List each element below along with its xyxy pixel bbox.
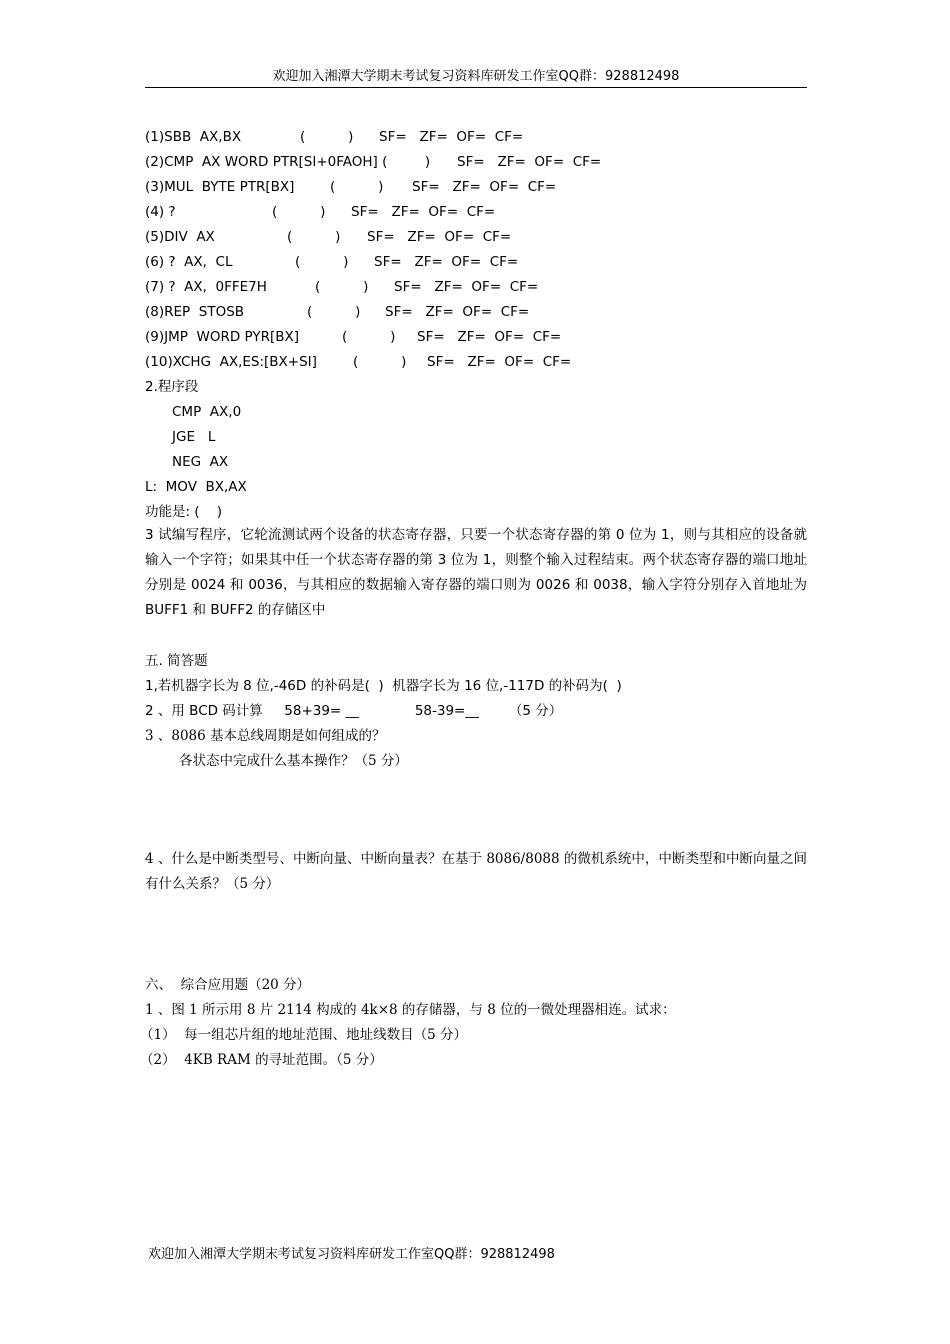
section-5-q3b: 各状态中完成什么基本操作？（5 分） xyxy=(179,753,408,769)
instruction: (4) ? xyxy=(145,204,176,220)
code-label-line: L: MOV BX,AX xyxy=(145,479,247,495)
function-answer: 功能是: ( ) xyxy=(145,504,223,520)
program-segment-title: 2.程序段 xyxy=(145,379,199,395)
answer-paren: ( ) xyxy=(315,279,369,295)
flags: SF= ZF= OF= CF= xyxy=(417,329,562,345)
flags: SF= ZF= OF= CF= xyxy=(457,154,602,170)
code-line: NEG AX xyxy=(172,454,229,470)
section-6-sub2: （2） 4KB RAM 的寻址范围。（5 分） xyxy=(140,1052,383,1068)
answer-paren: ( ) xyxy=(330,179,384,195)
instruction: (2)CMP AX WORD PTR[SI+0FAOH] ( xyxy=(145,154,388,170)
section-5-q4: 4 、什么是中断类型号、中断向量、中断向量表？在基于 8086/8088 的微机系统中，中断类型和中断向量之间有什么关系？（5 分） xyxy=(145,851,807,892)
section-5-q1: 1,若机器字长为 8 位,-46D 的补码是( ) 机器字长为 16 位,-117D 的补码为( ) xyxy=(145,678,622,694)
answer-paren: ( ) xyxy=(353,354,407,370)
flags: SF= ZF= OF= CF= xyxy=(394,279,539,295)
flags: SF= ZF= OF= CF= xyxy=(427,354,572,370)
page-header: 欢迎加入湘潭大学期末考试复习资料库研发工作室QQ群：928812498 xyxy=(272,69,680,84)
flags: SF= ZF= OF= CF= xyxy=(379,129,524,145)
instruction: (5)DIV AX xyxy=(145,229,215,245)
answer-paren: ( ) xyxy=(272,204,326,220)
instruction: (1)SBB AX,BX xyxy=(145,129,242,145)
instruction: (8)REP STOSB xyxy=(145,304,245,320)
answer-paren: ( ) xyxy=(300,129,354,145)
section-6-sub1: （1） 每一组芯片组的地址范围、地址线数目（5 分） xyxy=(140,1027,468,1043)
code-line: JGE L xyxy=(172,429,216,445)
flags: SF= ZF= OF= CF= xyxy=(367,229,512,245)
answer-paren: ( ) xyxy=(295,254,349,270)
flags: SF= ZF= OF= CF= xyxy=(374,254,519,270)
question-3-text: 3 试编写程序，它轮流测试两个设备的状态寄存器，只要一个状态寄存器的第 0 位为 1，则与其相应的设备就输入一个字符；如果其中任一个状态寄存器的第 3 位为 1，则整个输入过程结束。两个状态寄存器的端口地址分别是 0024 和 0036，与其相应的数据输入寄存器的端口则为 0026 和 0038，输入字符分别存入首地址为 BUFF1 和 BUFF2 的存储区中 xyxy=(145,527,807,618)
flags: SF= ZF= OF= CF= xyxy=(385,304,530,320)
section-6-title: 六、 综合应用题（20 分） xyxy=(145,977,311,993)
section-5-q3: 3 、8086 基本总线周期是如何组成的？ xyxy=(145,728,386,744)
instruction: (3)MUL BYTE PTR[BX] xyxy=(145,179,295,195)
answer-paren: ( ) xyxy=(342,329,396,345)
flags: SF= ZF= OF= CF= xyxy=(412,179,557,195)
section-5-q2: 2 、用 BCD 码计算 58+39= __ 58-39=__ （5 分） xyxy=(145,703,563,719)
instruction: (7) ? AX, 0FFE7H xyxy=(145,279,267,295)
answer-paren: ( ) xyxy=(307,304,361,320)
flags: SF= ZF= OF= CF= xyxy=(351,204,496,220)
header-divider xyxy=(145,87,807,88)
instruction: (9)JMP WORD PYR[BX] xyxy=(145,329,300,345)
section-5-title: 五. 简答题 xyxy=(145,653,208,669)
page-footer: 欢迎加入湘潭大学期末考试复习资料库研发工作室QQ群：928812498 xyxy=(148,1247,555,1262)
instruction: (10)XCHG AX,ES:[BX+SI] xyxy=(145,354,317,370)
answer-paren: ) xyxy=(382,154,431,170)
code-line: CMP AX,0 xyxy=(172,404,242,420)
section-6-q1: 1 、图 1 所示用 8 片 2114 构成的 4k×8 的存储器，与 8 位的一微处理器相连。试求： xyxy=(145,1002,676,1018)
answer-paren: ( ) xyxy=(287,229,341,245)
instruction: (6) ? AX, CL xyxy=(145,254,233,270)
